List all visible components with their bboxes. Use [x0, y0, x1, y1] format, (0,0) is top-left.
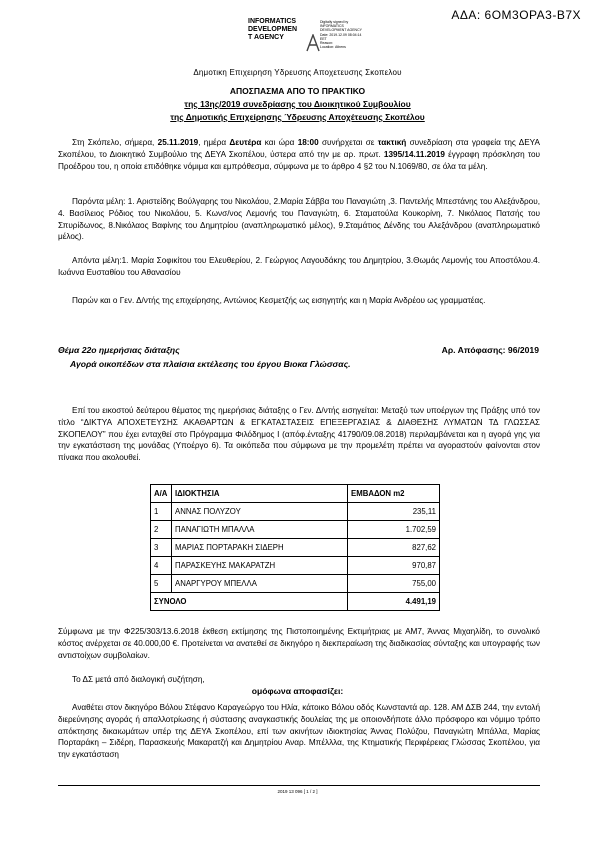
- signature-logo-icon: [306, 34, 320, 52]
- intro-text: Στη Σκόπελο, σήμερα,: [72, 138, 158, 147]
- proposal-paragraph: Επί του εικοστού δεύτερου θέματος της ημερήσιας διάταξης ο Γεν. Δ/ντής εισηγείται: Μεταξύ των υποέργων της Πράξης υπό τον τίτλο “ΔΙΚΤΥΑ ΑΠΟΧΕΤΕΥΣΗΣ ΑΚΑΘΑΡΤΩΝ & ΕΓΚΑΤΑΣΤΑΣΕΙΣ ΕΠΕΞΕΡΓΑΣΙΑΣ & ΔΙΑΘΕΣΗΣ ΛΥΜΑΤΩΝ ΤΔ ΓΛΩΣΣΑΣ ΣΚΟΠΕΛΟΥ” που έχει ενταχθεί στο Πρόγραμμα Φιλόδημος Ι (απόφ.ένταξης 41790/09.08.2018) περιλαμβάνεται και η αγορά γης για την εγκατάσταση της μονάδας (Υποέργο 6). Τα οικόπεδα που σύμφωνα με την προμελέτη πρέπει να αγοραστούν φαίνονται στον πίνακα που ακολουθεί.: [58, 406, 540, 463]
- absent-members: Απόντα μέλη:1. Μαρία Σοφικίτου του Ελευθερίου, 2. Γεώργιος Λαγουδάκης του Δημητρίου, 3.Θωμάς Λεμονής του Αποστόλου.4. Ιωάννα Ευσταθίου του Αθανασίου: [58, 256, 540, 277]
- signature-line: DEVELOPMEN: [248, 26, 298, 33]
- signature-detail: INFORMATICS: [320, 24, 344, 29]
- signature-line: INFORMATICS: [248, 18, 297, 25]
- intro-text: συνεδρίαση στα γραφεία της ΔΕΥΑ Σκοπέλου, το Διοικητικό Συμβούλιο της ΔΕΥΑ Σκοπέλου, ύστερα από την με αρ. πρωτ.: [58, 138, 540, 159]
- signature-line: T AGENCY: [248, 34, 284, 41]
- page-footer: 2019 13 096 [ 1 / 2 ]: [277, 789, 318, 794]
- header-area: ΕΜΒΑΔΟΝ m2: [348, 485, 440, 503]
- table-row: [151, 521, 440, 539]
- cell-area: 755,00: [348, 575, 440, 593]
- signature-detail: Location: Athens: [320, 45, 346, 50]
- signature-detail: Date: 2019.12.09 08:04:14: [320, 32, 362, 37]
- unanimous-heading: ομόφωνα αποφασίζει:: [251, 686, 344, 696]
- header-owner: ΙΔΙΟΚΤΗΣΙΑ: [172, 485, 348, 503]
- discussion-line: Το ΔΣ μετά από διαλογική συζήτηση,: [72, 675, 205, 684]
- cell-aa: 3: [151, 539, 172, 557]
- enterprise-line: της Δημοτικής Επιχείρησης Ύδρευσης Αποχέτευσης Σκοπέλου: [170, 112, 425, 122]
- signature-org-name: [248, 18, 297, 42]
- cell-aa: 4: [151, 557, 172, 575]
- meeting-kind: τακτική: [377, 138, 407, 147]
- cell-owner: ΑΝΝΑΣ ΠΟΛΥΖΟΥ: [172, 503, 348, 521]
- intro-text: έγγραφη πρόσκληση του Προέδρου του, η οποία επιδόθηκε νόμιμα και εμπρόθεσμα, σύμφωνα με το άρθρο 4 §2 του Ν.1069/80, σε όλα τα μέλη.: [58, 149, 540, 171]
- plots-table: [150, 484, 440, 611]
- cell-owner: ΠΑΡΑΣΚΕΥΗΣ ΜΑΚΑΡΑΤΖΗ: [172, 557, 348, 575]
- document-title: ΑΠΟΣΠΑΣΜΑ ΑΠΟ ΤΟ ΠΡΑΚΤΙΚΟ: [229, 86, 366, 96]
- meeting-date: 25.11.2019: [157, 138, 199, 147]
- cell-aa: 5: [151, 575, 172, 593]
- table-row: [151, 503, 440, 521]
- meeting-day: Δευτέρα: [229, 138, 262, 147]
- table-header-row: [151, 485, 440, 503]
- total-label: ΣΥΝΟΛΟ: [151, 593, 348, 611]
- decision-paragraph: Αναθέτει στον δικηγόρο Βόλου Στέφανο Καραγεώργο του Ηλία, κάτοικο Βόλου οδός Κωνσταντά αρ. 128. ΑΜ ΔΣΒ 244, την εντολή διερεύνησης αγοράς ή απαλλοτρίωσης ή σύστασης αναγκαστικής δουλείας της με οποιονδήποτε άλλο πρόσφορο και νόμιμο τρόπο απόκτησης δικαιωμάτων υπέρ της ΔΕΥΑ Σκοπέλου, επί των ακινήτων ιδιοκτησίας Άννας Πολύζου, Παναγιώτη Μπάλλα, Μαρίας Πορταράκη – Σιδέρη, Παρασκευής Μακαρατζή και Δημητρίου Αναρ. Μπέλλλα, της Κτηματικής Περιφέρειας Γλώσσας Σκοπέλου, για την εγκατάσταση: [58, 703, 540, 760]
- cell-area: 1.702,59: [348, 521, 440, 539]
- organization-name: Δημοτικη Επιχειρηση Υδρευσης Αποχετευσης Σκοπελου: [193, 68, 402, 77]
- signature-detail: EET: [320, 36, 327, 41]
- signature-detail: Reason:: [320, 41, 334, 46]
- signature-detail: DEVELOPMENT AGENCY: [320, 28, 362, 33]
- cell-owner: ΜΑΡΙΑΣ ΠΟΡΤΑΡΑΚΗ ΣΙΔΕΡΗ: [172, 539, 348, 557]
- digital-signature-stamp: [248, 18, 378, 58]
- signature-details: [320, 20, 362, 49]
- cell-aa: 1: [151, 503, 172, 521]
- protocol-number: 1395/14.11.2019: [383, 149, 445, 159]
- cell-aa: 2: [151, 521, 172, 539]
- cell-owner: ΠΑΝΑΓΙΩΤΗ ΜΠΑΛΛΑ: [172, 521, 348, 539]
- intro-text: συνήρχεται σε: [318, 138, 378, 147]
- cell-area: 235,11: [348, 503, 440, 521]
- footer-divider: [58, 785, 540, 786]
- header-aa: Α/Α: [151, 485, 172, 503]
- valuation-paragraph: Σύμφωνα με την Φ225/303/13.6.2018 έκθεση εκτίμησης της Πιστοποιημένης Εκτιμήτριας με ΑΜ7, Άννας Μιχαηλίδη, το συνολικό κόστος ανέρχεται σε 40.000,00 €. Προτείνεται να ανατεθεί σε δικηγόρο η διεκπεραίωση της διαδικασίας σύνταξης και υπογραφής των αντιστοίχων συμβολαίων.: [58, 627, 540, 660]
- attendees-paragraph: Παρών και ο Γεν. Δ/ντής της επιχείρησης, Αντώνιος Κεσμετζής ως εισηγητής και η Μαρία Ανδρέου ως γραμματέας.: [72, 296, 486, 305]
- agenda-item: Θέμα 22ο ημερήσιας διάταξης: [58, 345, 180, 355]
- present-members: Παρόντα μέλη: 1. Αριστείδης Βούλγαρης του Νικολάου, 2.Μαρία Σάββα του Παναγιώτη ,3. Παντελής Μπεστάνης του Αλεξάνδρου, 4. Βασίλειος Ρόδιος του Νικολάου, 5. Κωνσ/νος Λεμονής του Παναγιώτη, 6. Σταματούλα Κουκορίνη, 7. Νικόλαος Πατσής του Σπυρίδωνος, 8.Νικόλαος Βαφίνης του Δημητρίου (αναπληρωματικό μέλος), 9.Σταμάτιος Δένδης του Αλεξάνδρου (αναπληρωματικό μέλος).: [58, 197, 540, 242]
- intro-text: και ώρα: [261, 138, 298, 147]
- signature-detail: Digitally signed by: [320, 20, 349, 24]
- cell-area: 827,62: [348, 539, 440, 557]
- session-line: της 13ης/2019 συνεδρίασης του Διοικητικού Συμβουλίου: [184, 99, 411, 109]
- cell-owner: ΑΝΑΡΓΥΡΟΥ ΜΠΕΛΛΑ: [172, 575, 348, 593]
- total-value: 4.491,19: [348, 593, 440, 611]
- meeting-time: 18:00: [297, 138, 319, 147]
- ada-code: ΑΔΑ: 6ΟΜ3ΟΡΑ3-Β7Χ: [451, 8, 581, 22]
- intro-text: , ημέρα: [198, 138, 230, 147]
- table-row: [151, 575, 440, 593]
- subject: Αγορά οικοπέδων στα πλαίσια εκτέλεσης του έργου Βιοκα Γλώσσας.: [70, 359, 351, 369]
- table-row: [151, 539, 440, 557]
- decision-number: Αρ. Απόφασης: 96/2019: [441, 345, 539, 355]
- table-total-row: [151, 593, 440, 611]
- intro-paragraph: [58, 137, 540, 172]
- table-row: [151, 557, 440, 575]
- cell-area: 970,87: [348, 557, 440, 575]
